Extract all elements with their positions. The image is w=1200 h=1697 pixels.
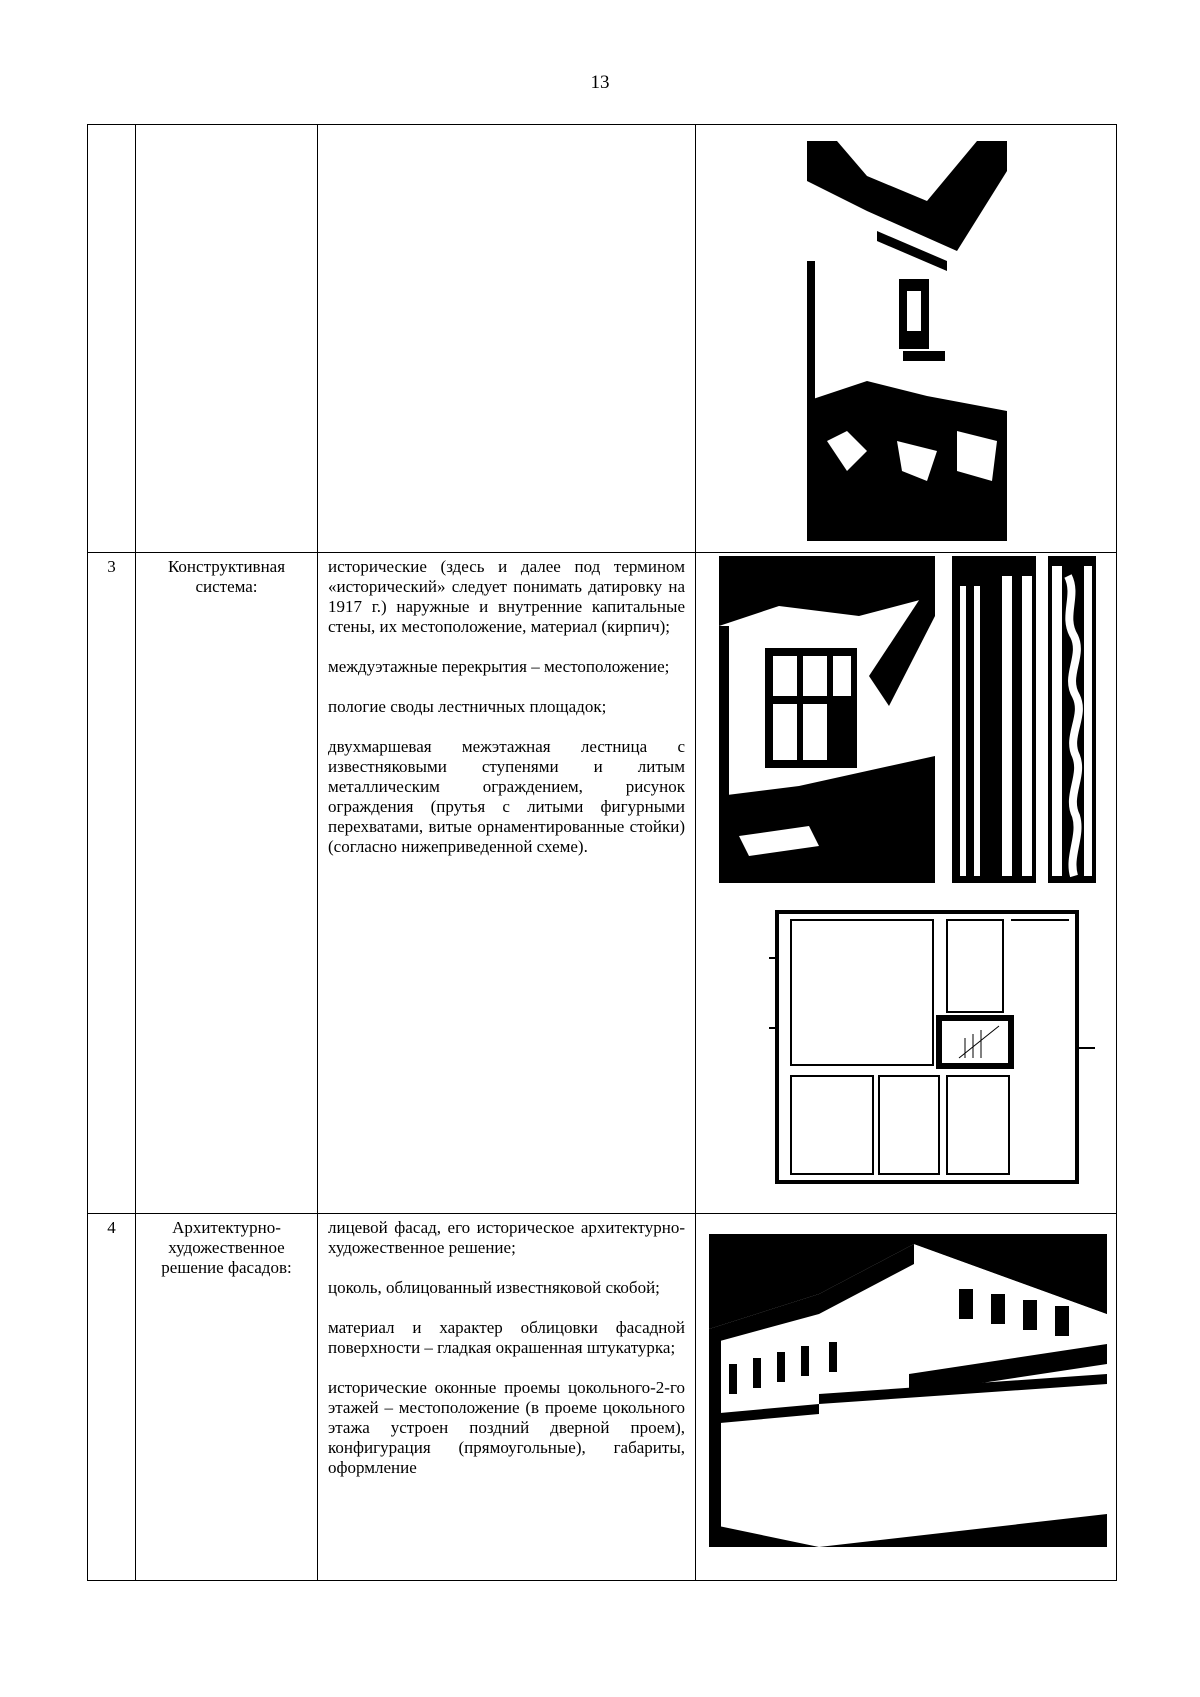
- row-name: Конструктивная система:: [136, 553, 318, 1214]
- row-number: 3: [88, 553, 136, 1214]
- row-name: [136, 125, 318, 553]
- table-row: [88, 1214, 1117, 1581]
- row-description: [318, 1214, 696, 1581]
- description-paragraph: лицевой фасад, его историческое архитектурно-художественное решение;: [328, 1218, 685, 1257]
- description-paragraph: двухмаршевая межэтажная лестница с известняковыми ступенями и литым металлическим ограждением, рисунок ограждения (прутья с литыми фигурными перехватами, витые орнаментированные стойки) (согласно нижеприведенной схеме).: [328, 737, 685, 856]
- description-paragraph: междуэтажные перекрытия – местоположение;: [328, 657, 670, 676]
- twisted-post-photo: [1048, 556, 1096, 883]
- protection-subject-table: [87, 124, 1117, 1581]
- building-facade-photo: [709, 1234, 1107, 1547]
- photo-cell: [696, 553, 1117, 1214]
- row-number: 4: [88, 1214, 136, 1581]
- baluster-photo: [952, 556, 1036, 883]
- description-paragraph: цоколь, облицованный известняковой скобой;: [328, 1278, 660, 1297]
- page-number: 13: [590, 72, 610, 93]
- row-description: [318, 125, 696, 553]
- row-number: [88, 125, 136, 553]
- row-name: Архитектурно-художественное решение фасадов:: [136, 1214, 318, 1581]
- description-paragraph: исторические (здесь и далее под термином «исторический» следует понимать датировку на 1917 г.) наружные и внутренние капитальные стены, их местоположение, материал (кирпич);: [328, 557, 685, 636]
- description-paragraph: материал и характер облицовки фасадной поверхности – гладкая окрашенная штукатурка;: [328, 1318, 685, 1357]
- description-paragraph: исторические оконные проемы цокольного-2-го этажей – местоположение (в проеме цокольного этажа устроен поздний дверной проем), конфигурация (прямоугольные), габариты, оформление: [328, 1378, 685, 1477]
- floor-plan-scheme: [769, 898, 1104, 1198]
- facade-corner-photo: [807, 141, 1007, 541]
- description-paragraph: пологие своды лестничных площадок;: [328, 697, 607, 716]
- photo-cell: [696, 125, 1117, 553]
- table-row: [88, 553, 1117, 1214]
- stair-landing-photo: [719, 556, 935, 883]
- photo-cell: [696, 1214, 1117, 1581]
- row-description: [318, 553, 696, 1214]
- table-row: [88, 125, 1117, 553]
